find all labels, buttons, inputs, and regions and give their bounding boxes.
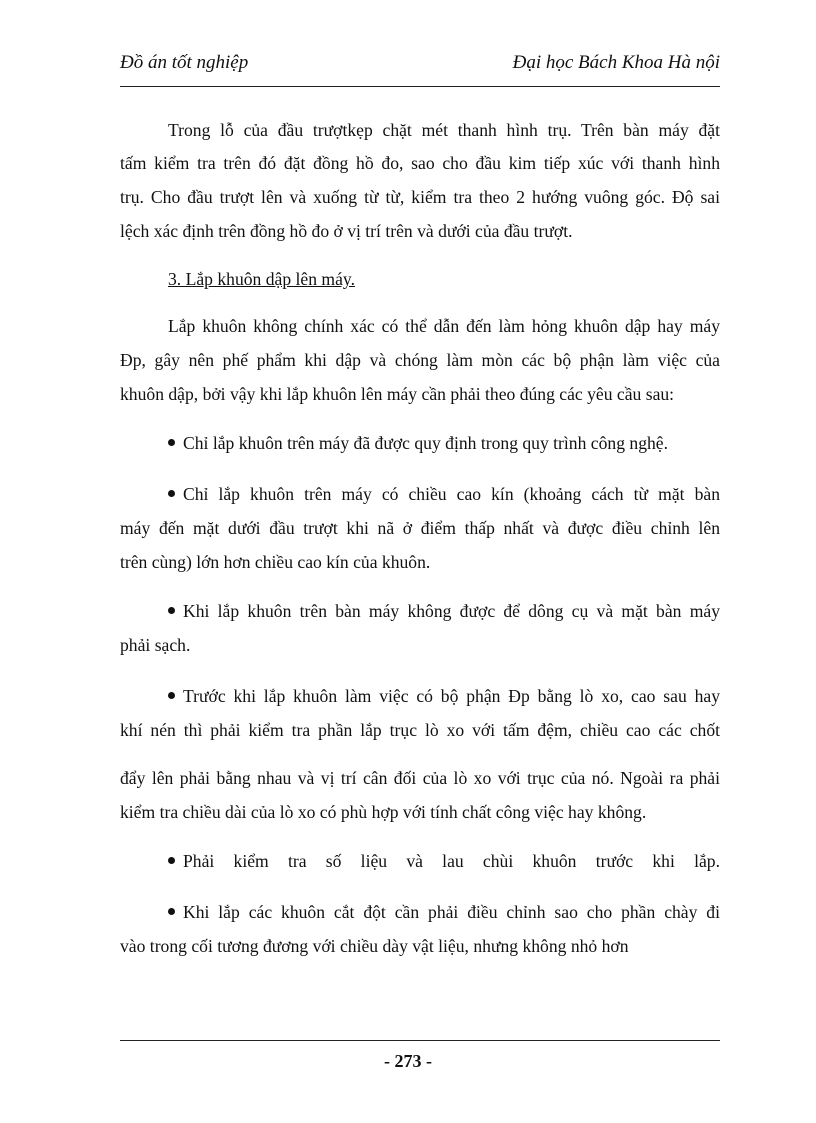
- paragraph-line: tấm kiểm tra trên đó đặt đồng hồ đo, sao cho đầu kim tiếp xúc với thanh hình: [120, 153, 720, 173]
- bullet-item: [120, 431, 720, 455]
- bullet-item: [120, 482, 720, 506]
- bullet-item: [120, 684, 720, 708]
- paragraph-line: phải sạch.: [120, 635, 191, 655]
- page-header: [120, 50, 720, 78]
- paragraph-line: đẩy lên phải bằng nhau và vị trí cân đối của lò xo với trục của nó. Ngoài ra phải: [120, 768, 720, 788]
- bullet-text: Chỉ lắp khuôn trên máy đã được quy định trong quy trình công nghệ.: [183, 433, 668, 453]
- paragraph-line: khí nén thì phải kiểm tra phần lắp trục lò xo với tấm đệm, chiều cao các chốt: [120, 720, 720, 740]
- bullet-icon: [168, 692, 175, 699]
- page-number: - 273 -: [384, 1051, 432, 1071]
- paragraph-line: Trong lỗ của đầu trượtkẹp chặt mét thanh hình trụ. Trên bàn máy đặt: [168, 120, 720, 140]
- paragraph-line: kiểm tra chiều dài của lò xo có phù hợp với tính chất công việc hay không.: [120, 802, 647, 822]
- header-divider: [120, 86, 720, 87]
- header-document-title: Đồ án tốt nghiệp: [120, 52, 249, 73]
- bullet-item: [120, 849, 720, 873]
- bullet-icon: [168, 908, 175, 915]
- header-university-name: Đại học Bách Khoa Hà nội: [512, 52, 720, 73]
- bullet-item: [120, 599, 720, 623]
- paragraph-line: khuôn dập, bởi vậy khi lắp khuôn lên máy cần phải theo đúng các yêu cầu sau:: [120, 384, 675, 404]
- footer-divider: [120, 1040, 720, 1041]
- bullet-item: [120, 900, 720, 924]
- bullet-icon: [168, 439, 175, 446]
- bullet-text: Trước khi lắp khuôn làm việc có bộ phận Đp bằng lò xo, cao sau hay: [183, 686, 720, 706]
- paragraph-line: Lắp khuôn không chính xác có thể dẫn đến làm hỏng khuôn dập hay máy: [168, 316, 720, 336]
- paragraph-line: trên cùng) lớn hơn chiều cao kín của khuôn.: [120, 552, 431, 572]
- bullet-icon: [168, 490, 175, 497]
- bullet-icon: [168, 607, 175, 614]
- paragraph-line: Đp, gây nên phế phẩm khi dập và chóng làm mòn các bộ phận làm việc của: [120, 350, 720, 370]
- paragraph-line: vào trong cối tương đương với chiều dày vật liệu, nhưng không nhỏ hơn: [120, 936, 629, 956]
- bullet-icon: [168, 857, 175, 864]
- paragraph-line: trụ. Cho đầu trượt lên và xuống từ từ, kiểm tra theo 2 hướng vuông góc. Độ sai: [120, 187, 720, 207]
- paragraph-line: lệch xác định trên đồng hồ đo ở vị trí trên và dưới của đầu trượt.: [120, 221, 573, 241]
- bullet-text: Khi lắp khuôn trên bàn máy không được để dông cụ và mặt bàn máy: [183, 601, 720, 621]
- bullet-text: Khi lắp các khuôn cắt đột cần phải điều chỉnh sao cho phần chày đi: [183, 902, 720, 922]
- bullet-text: Chỉ lắp khuôn trên máy có chiều cao kín (khoảng cách từ mặt bàn: [183, 484, 720, 504]
- bullet-text: Phải kiểm tra số liệu và lau chùi khuôn trước khi lắp.: [183, 851, 720, 871]
- section-heading: 3. Lắp khuôn dập lên máy.: [168, 269, 355, 289]
- paragraph-line: máy đến mặt dưới đầu trượt khi nã ở điểm thấp nhất và được điều chỉnh lên: [120, 518, 720, 538]
